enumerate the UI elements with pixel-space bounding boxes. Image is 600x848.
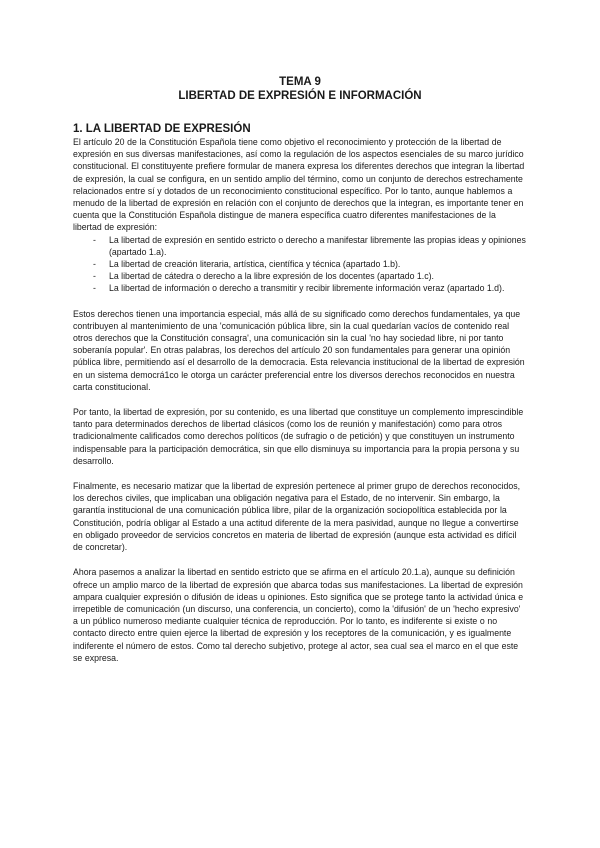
list-item <box>93 234 527 258</box>
list-item <box>93 258 527 270</box>
paragraph-importance: Estos derechos tienen una importancia especial, más allá de su significado como derechos fundamentales, ya que contribuyen al mantenimiento de una 'comunicación pública libre, sin la cual quedarían vacíos de contenido real otros derechos que la Constitución consagra', una comunicación sin la cual 'no hay sociedad libre, ni por tanto soberanía popular'. En otras palabras, los derechos del artículo 20 son fundamentales para generar una opinión pública libre, permitiendo así el desarrollo de la democracia. Esta relevancia institucional de la libertad de expresión en un sistema democrá1co le otorga un carácter preferencial entre los diversos derechos reconocidos en nuestra carta constitucional. <box>73 308 525 392</box>
paragraph-complement: Por tanto, la libertad de expresión, por su contenido, es una libertad que constituye un complemento imprescindible tanto para determinados derechos de libertad clásicos (como los de reunión y manifestación) como para otros tradicionalmente calificados como derechos políticos (de sufragio o de petición) y que constituyen un instrumento indispensable para la participación democrática, sin que ello disminuya su importancia para la propia persona y su desarrollo. <box>73 407 524 466</box>
manifestations-list <box>93 234 527 295</box>
section-heading: 1. LA LIBERTAD DE EXPRESIÓN <box>73 123 251 135</box>
document-subtitle: LIBERTAD DE EXPRESIÓN E INFORMACIÓN <box>178 90 422 102</box>
list-item-text: La libertad de expresión en sentido estricto o derecho a manifestar libremente las propias ideas y opiniones (apartado 1.a). <box>109 234 526 257</box>
list-item-text: La libertad de cátedra o derecho a la libre expresión de los docentes (apartado 1.c). <box>109 271 434 282</box>
list-item-text: La libertad de creación literaria, artística, científica y técnica (apartado 1.b). <box>109 259 401 270</box>
document-body <box>73 75 527 664</box>
document-title: TEMA 9 <box>279 76 321 88</box>
paragraph-strict-sense: Ahora pasemos a analizar la libertad en sentido estricto que se afirma en el artículo 20.1.a), aunque su definición ofrece un amplio marco de la libertad de expresión que abarca todas sus manifestaciones. La libertad de expresión ampara cualquier expresión o difusión de ideas u opiniones. Esto significa que se protege tanto la actividad única e irrepetible de comunicación (un discurso, una conferencia, un concierto), como la 'difusión' de un 'hecho expresivo' a un público numeroso mediante cualquier técnica de reproducción. Por lo tanto, es indiferente si existe o no contacto directo entre quien ejerce la libertad de expresión y los receptores de la comunicación, y es igualmente indiferente el número de estos. Como tal derecho subjetivo, protege al actor, sea cual sea el marco en el que este se expresa. <box>73 567 524 663</box>
list-item-text: La libertad de información o derecho a transmitir y recibir libremente información veraz (apartado 1.d). <box>109 283 505 294</box>
bullet-dash: - <box>93 271 96 282</box>
intro-paragraph: El artículo 20 de la Constitución Española tiene como objetivo el reconocimiento y protección de la libertad de expresión en sus diversas manifestaciones, así como la regulación de los aspectos esenciales de su marco jurídico constitucional. El constituyente prefiere formular de manera expresa los diferentes derechos que integran la libertad de expresión, la cual se configura, en un sentido amplio del término, como un conjunto de derechos estrechamente relacionados entre sí y dotados de un reconocimiento constitucional específico. Por lo tanto, aunque hablemos a menudo de la libertad de expresión en relación con el conjunto de derechos que la integran, es importante tener en cuenta que la Constitución Española distingue de manera específica cuatro diferentes manifestaciones de la libertad de expresión: <box>73 137 525 233</box>
paragraph-civil-rights: Finalmente, es necesario matizar que la libertad de expresión pertenece al primer grupo de derechos reconocidos, los derechos civiles, que implicaban una obligación negativa para el Estado, de no intervenir. Sin embargo, la garantía institucional de una comunicación pública libre, pilar de la organización sociopolítica establecida por la Constitución, podría obligar al Estado a una actitud diferente de la mera pasividad, aunque no llegue a convertirse en obligado proveedor de servicios concretos en materia de libertad de expresión (aunque esta actividad es difícil de concretar). <box>73 481 521 553</box>
list-item <box>93 282 527 294</box>
bullet-dash: - <box>93 283 96 294</box>
bullet-dash: - <box>93 234 96 245</box>
bullet-dash: - <box>93 259 96 270</box>
list-item <box>93 270 527 282</box>
